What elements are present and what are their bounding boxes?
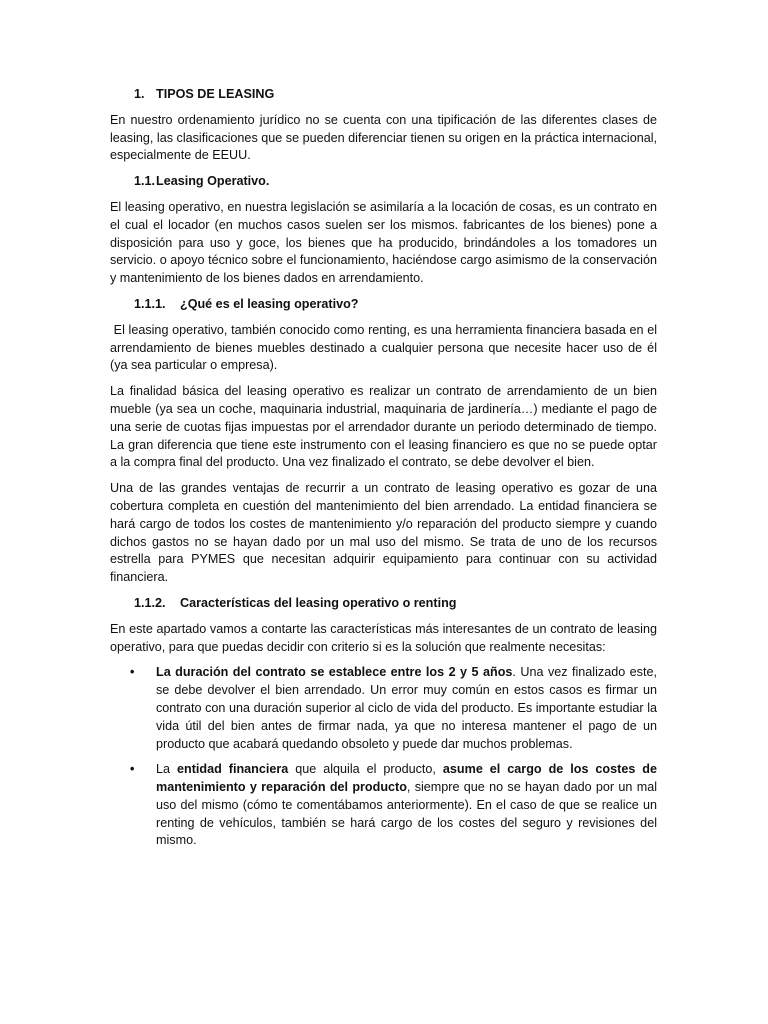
section-number: 1.	[134, 87, 145, 101]
list-item-text: . Una vez finalizado este, se debe devolver el bien arrendado. Un error muy común en estos casos es firmar un contrato con una duración superior al ciclo de vida del producto. Es importante estudiar la vida útil del bien antes de firmar nada, ya que no interesa mantener el pago de un producto que acabará quedando obsoleto y puede dar muchos problemas.	[156, 665, 657, 751]
section-heading-1	[110, 86, 657, 104]
list-item-text: , siempre que no se hayan dado por un mal uso del mismo (cómo te comentábamos anteriormente). En el caso de que se realice un renting de vehículos, también se hará cargo de los costes del seguro y revisiones del mismo.	[156, 780, 658, 848]
paragraph: Una de las grandes ventajas de recurrir a un contrato de leasing operativo es gozar de una cobertura completa en cuestión del mantenimiento del bien arrendado. La entidad financiera se hará cargo de todos los costes de mantenimiento y/o reparación del producto siempre y cuando dichos gastos no se hayan dado por un mal uso del mismo. Se trata de uno de los recursos estrella para PYMES que necesitan adquirir equipamiento para continuar con su actividad financiera.	[110, 481, 657, 585]
section-heading-1-1-2	[110, 595, 657, 613]
section-number: 1.1.1.	[134, 296, 166, 311]
section-title: Leasing Operativo.	[156, 174, 270, 189]
bullet-icon: •	[130, 665, 135, 680]
bold-text: asume el cargo de los costes de mantenimiento y reparación del producto	[156, 762, 658, 795]
paragraph: El leasing operativo, en nuestra legislación se asimilaría a la locación de cosas, es un contrato en el cual el locador (en muchos casos suelen ser los mismos. fabricantes de los bienes) pone a disposición para uso y goce, los bienes que ha producido, brindándoles a los tomadores un servicio. o apoyo técnico sobre el funcionamiento, haciéndose cargo asimismo de la conservación y mantenimiento de los bienes dados en arrendamiento.	[110, 199, 657, 286]
list-item-text: que alquila el producto,	[288, 762, 443, 777]
paragraph: La finalidad básica del leasing operativo es realizar un contrato de arrendamiento de un bien mueble (ya sea un coche, maquinaria industrial, maquinaria de jardinería…) mediante el pago de una serie de cuotas fijas impuestas por el arrendador durante un periodo determinado de tiempo. La gran diferencia que tiene este instrumento con el leasing financiero es que no se puede optar a la compra final del producto. Una vez finalizado el contrato, se debe devolver el bien.	[110, 384, 657, 470]
paragraph: En nuestro ordenamiento jurídico no se cuenta con una tipificación de las diferentes clases de leasing, las clasificaciones que se pueden diferenciar tienen su origen en la práctica internacional, especialmente de EEUU.	[110, 112, 657, 163]
bullet-list	[110, 664, 657, 850]
section-heading-1-1-1	[110, 296, 657, 314]
list-item-text: La	[156, 762, 177, 777]
document-page	[110, 86, 661, 858]
bold-text: entidad financiera	[177, 762, 289, 777]
list-item	[110, 761, 657, 850]
section-number: 1.1.2.	[134, 595, 166, 610]
bold-text: La duración del contrato se establece entre los 2 y 5 años	[156, 665, 513, 680]
bullet-icon: •	[130, 762, 135, 777]
section-number: 1.1.	[134, 174, 156, 189]
section-title: ¿Qué es el leasing operativo?	[180, 296, 359, 311]
section-title: TIPOS DE LEASING	[156, 87, 275, 101]
list-item	[110, 664, 657, 753]
paragraph: El leasing operativo, también conocido como renting, es una herramienta financiera basada en el arrendamiento de bienes muebles destinado a cualquier persona que necesite hacer uso de él (ya sea particular o empresa).	[110, 322, 661, 373]
section-heading-1-1	[110, 173, 657, 191]
paragraph: En este apartado vamos a contarte las características más interesantes de un contrato de leasing operativo, para que puedas decidir con criterio si es la solución que realmente necesitas:	[110, 621, 657, 654]
section-title: Características del leasing operativo o renting	[180, 595, 457, 610]
